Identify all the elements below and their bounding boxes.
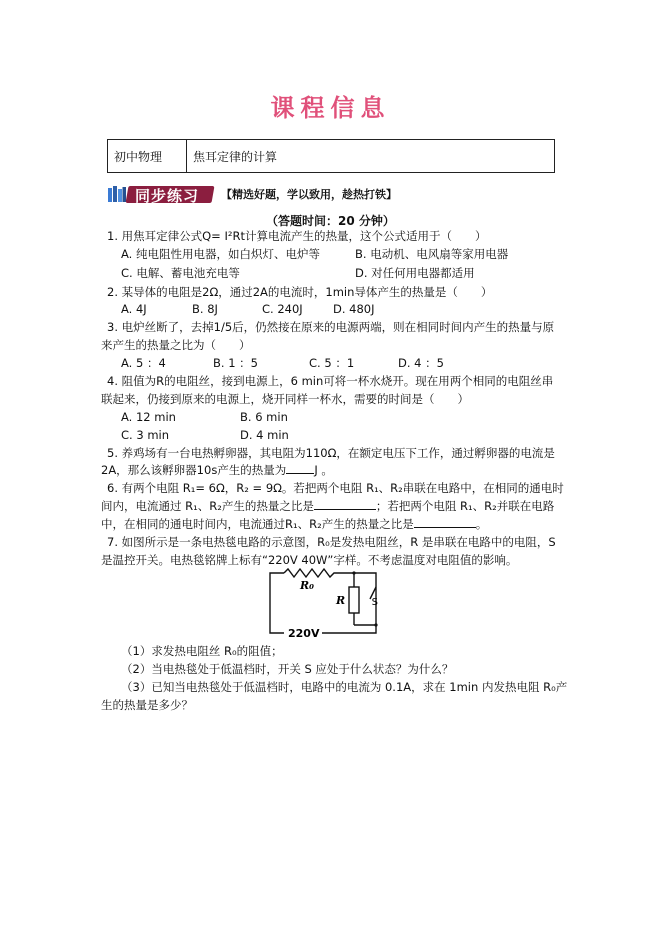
- q4-line-1: 4. 阻值为R的电阻丝，接到电源上，6 min可将一杯水烧开。现在用两个相同的电阻丝串: [107, 374, 554, 388]
- q6-line-3: [101, 516, 571, 533]
- q5-line-1: 5. 养鸡场有一台电热孵卵器，其电阻为110Ω，在额定电压下工作，通过孵卵器的电流是: [107, 446, 555, 460]
- q6-line-2: [101, 498, 571, 515]
- q1-option-c: C. 电解、蓄电池充电等: [121, 266, 240, 280]
- q6-line-3-tail: 。: [475, 517, 488, 531]
- q6-parallel-answer-blank: [414, 516, 476, 528]
- q2-option-d: D. 480J: [333, 302, 375, 316]
- banner-label: 同步练习: [135, 187, 200, 205]
- q5-answer-blank: [286, 462, 314, 474]
- circuit-diagram: [264, 567, 382, 639]
- q4-option-a: A. 12 min: [121, 410, 176, 424]
- q6-line-2-tail: ；若把两个电阻 R₁、R₂并联在电路: [375, 499, 555, 513]
- q3-line-2: 来产生的热量之比为（ ）: [101, 338, 251, 352]
- q7-part-1: （1）求发热电阻丝 R₀的阻值；: [121, 644, 283, 658]
- q4-option-d: D. 4 min: [240, 428, 289, 442]
- q3-line-1: 3. 电炉丝断了，去掉1/5后，仍然接在原来的电源两端，则在相同时间内产生的热量与原: [107, 320, 555, 334]
- voltage-label: 220V: [288, 627, 320, 639]
- s-label: S: [371, 597, 378, 608]
- q1-option-a: A. 纯电阻性用电器，如白炽灯、电炉等: [121, 247, 320, 261]
- q7-part-3-line-2: 生的热量是多少？: [101, 698, 193, 712]
- time-note: （答题时间：20 分钟）: [266, 214, 395, 228]
- banner-badge: [107, 183, 215, 205]
- r0-resistor: [284, 569, 338, 577]
- course-info-table: [107, 139, 555, 173]
- q3-option-a: A. 5 ：4: [121, 356, 166, 370]
- q2-option-b: B. 8J: [192, 302, 218, 316]
- page-title: 课程信息: [270, 93, 391, 122]
- q4-option-c: C. 3 min: [121, 428, 169, 442]
- r0-label: R₀: [300, 579, 314, 592]
- r-label: R: [336, 594, 346, 607]
- q6-line-3-text: 中，在相同的通电时间内，电流通过R₁、R₂产生的热量之比是: [101, 517, 414, 531]
- q2-option-c: C. 240J: [262, 302, 303, 316]
- r-resistor: [349, 587, 359, 613]
- q5-line-2-text: 2A，那么该孵卵器10s产生的热量为: [101, 463, 287, 477]
- q3-option-d: D. 4 ：5: [398, 356, 444, 370]
- q7-line-2: 是温控开关。电热毯铭牌上标有“220V 40W”字样。不考虑温度对电阻值的影响。: [101, 553, 518, 567]
- q3-option-b: B. 1 ：5: [213, 356, 258, 370]
- section-banner: [107, 183, 397, 205]
- subject-cell: 初中物理: [108, 140, 187, 172]
- banner-tagline: 【精选好题，学以致用，趁热打铁】: [221, 188, 397, 201]
- q5-line-2: [101, 462, 571, 479]
- q7-part-2: （2）当电热毯处于低温档时，开关 S 应处于什么状态？为什么？: [121, 662, 454, 676]
- q4-option-b: B. 6 min: [240, 410, 288, 424]
- q4-line-2: 联起来，仍接到原来的电源上，烧开同样一杯水，需要的时间是（ ）: [101, 392, 469, 406]
- q1-stem: 1. 用焦耳定律公式Q= I²Rt计算电流产生的热量，这个公式适用于（ ）: [107, 229, 487, 243]
- q6-line-2-text: 间内，电流通过 R₁、R₂产生的热量之比是: [101, 499, 314, 513]
- books-icon: [107, 184, 127, 204]
- q6-series-answer-blank: [314, 498, 376, 510]
- q7-part-3-line-1: （3）已知当电热毯处于低温档时，电路中的电流为 0.1A，求在 1min 内发热电阻 R₀产: [121, 680, 568, 694]
- q2-stem: 2. 某导体的电阻是2Ω，通过2A的电流时，1min导体产生的热量是（ ）: [107, 285, 493, 299]
- q7-line-1: 7. 如图所示是一条电热毯电路的示意图，R₀是发热电阻丝，R 是串联在电路中的电阻，S: [107, 535, 556, 549]
- topic-cell: 焦耳定律的计算: [193, 149, 278, 164]
- q1-option-b: B. 电动机、电风扇等家用电器: [355, 247, 509, 261]
- q5-unit: J 。: [314, 463, 333, 477]
- q3-option-c: C. 5 ：1: [309, 356, 355, 370]
- q6-line-1: 6. 有两个电阻 R₁= 6Ω，R₂ = 9Ω。若把两个电阻 R₁、R₂串联在电路中，在相同的通电时: [107, 481, 564, 495]
- q1-option-d: D. 对任何用电器都适用: [355, 266, 475, 280]
- q2-option-a: A. 4J: [121, 302, 147, 316]
